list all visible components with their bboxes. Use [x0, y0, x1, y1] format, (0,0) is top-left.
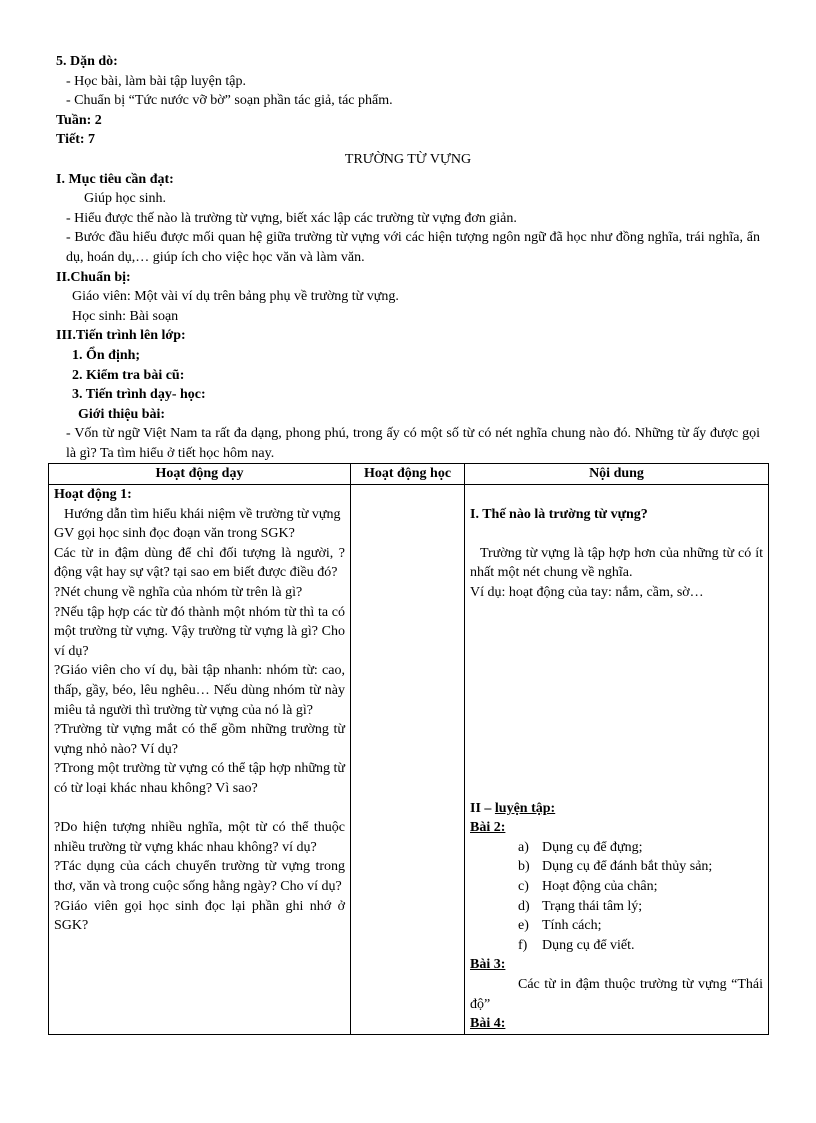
content-section1-heading: I. Thế nào là trường từ vựng? — [470, 506, 648, 522]
content-example: Ví dụ: hoạt động của tay: nắm, cầm, sờ… — [470, 585, 704, 601]
list-item: e) Tính cách; — [518, 918, 602, 934]
week-label: Tuần: 2 — [56, 112, 102, 128]
teaching-line: ?Giáo viên gọi học sinh đọc lại phần ghi nhớ ở SGK? — [54, 898, 345, 934]
bai3-heading: Bài 3: — [470, 957, 506, 973]
preparation-student: Học sinh: Bài soạn — [72, 308, 179, 324]
teaching-line: Hướng dẫn tìm hiểu khái niệm về trường từ vựng — [64, 506, 341, 522]
intro-heading: Giới thiệu bài: — [78, 406, 166, 422]
section5-item: - Chuẩn bị “Tức nước vỡ bờ” soạn phần tác giả, tác phẩm. — [66, 93, 393, 109]
activity-title: Hoạt động 1: — [54, 487, 132, 503]
bai4-heading: Bài 4: — [470, 1016, 506, 1032]
section5-title: 5. Dặn dò: — [56, 54, 118, 69]
learning-cell — [351, 485, 465, 1035]
lesson-title: TRƯỜNG TỪ VỰNG — [344, 151, 472, 167]
teaching-line: Các từ in đậm dùng để chỉ đối tượng là người, ?động vật hay sự vật? tại sao em biết được điều đó? — [54, 545, 345, 581]
preparation-heading: II.Chuẩn bị: — [56, 269, 131, 285]
objectives-heading: I. Mục tiêu cần đạt: — [56, 171, 174, 187]
teaching-line: ?Trường từ vựng mắt có thể gồm những trường từ vựng nhỏ nào? Ví dụ? — [54, 722, 345, 757]
list-item: f) Dụng cụ để viết. — [518, 937, 635, 953]
list-item: a) Dụng cụ để đựng; — [518, 839, 643, 855]
intro-text: - Vốn từ ngữ Việt Nam ta rất đa dạng, phong phú, trong ấy có một số từ có nét nghĩa chung nào đó. Những từ ấy được gọi là gì? Ta tìm hiểu ở tiết học hôm nay. — [66, 426, 760, 461]
document-page — [54, 52, 763, 1035]
lesson-table — [48, 463, 769, 1034]
teaching-line: ?Nét chung về nghĩa của nhóm từ trên là gì? — [54, 585, 303, 601]
procedure-step: 3. Tiến trình dạy- học: — [72, 387, 206, 403]
content-section2-heading: II – luyện tập: — [470, 800, 556, 816]
list-item: c) Hoạt động của chân; — [518, 879, 658, 894]
preparation-teacher: Giáo viên: Một vài ví dụ trên bảng phụ về trường từ vựng. — [72, 289, 399, 305]
header-teaching: Hoạt động dạy — [49, 464, 351, 485]
teaching-line: GV gọi học sinh đọc đoạn văn trong SGK? — [54, 526, 295, 542]
procedure-step: 2. Kiểm tra bài cũ: — [72, 367, 185, 383]
procedure-step: 1. Ổn định; — [72, 347, 141, 363]
section5-item: - Học bài, làm bài tập luyện tập. — [66, 73, 246, 89]
list-item: d) Trạng thái tâm lý; — [518, 898, 643, 914]
bai2-heading: Bài 2: — [470, 820, 506, 836]
header-learning: Hoạt động học — [351, 464, 465, 485]
content-cell — [465, 485, 769, 1035]
bai2-list — [470, 838, 763, 956]
objective-item: - Bước đầu hiểu được mối quan hệ giữa trường từ vựng với các hiện tượng ngôn ngữ đã học như đồng nghĩa, trái nghĩa, ẩn dụ, hoán dụ,… giúp ích cho việc học văn và làm văn. — [66, 230, 760, 265]
teaching-line: ?Do hiện tượng nhiều nghĩa, một từ có thể thuộc nhiều trường từ vựng khác nhau không? ví dụ? — [54, 820, 345, 855]
bai3-text: Các từ in đậm thuộc trường từ vựng “Thái độ” — [470, 976, 763, 1012]
procedure-heading: III.Tiến trình lên lớp: — [56, 328, 186, 344]
objective-item: - Hiểu được thế nào là trường từ vựng, biết xác lập các trường từ vựng đơn giản. — [66, 210, 517, 226]
teaching-cell — [49, 485, 351, 1035]
header-content: Nội dung — [465, 464, 769, 485]
list-item: b) Dụng cụ để đánh bắt thủy sản; — [518, 859, 713, 875]
objectives-intro: Giúp học sinh. — [84, 191, 167, 207]
teaching-gap — [54, 799, 345, 819]
teaching-line: ?Trong một trường từ vựng có thể tập hợp những từ có từ loại khác nhau không? Vì sao? — [54, 761, 345, 796]
teaching-line: ?Tác dụng của cách chuyển trường từ vựng trong thơ, văn và trong cuộc sống hằng ngày? Cho ví dụ? — [54, 859, 345, 894]
content-definition: Trường từ vựng là tập hợp hơn của những từ có ít nhất một nét chung về nghĩa. — [470, 545, 763, 581]
period-label: Tiết: 7 — [56, 132, 96, 148]
teaching-line: ?Giáo viên cho ví dụ, bài tập nhanh: nhóm từ: cao, thấp, gầy, béo, lêu nghêu… Nếu dùng nhóm từ này miêu tả người thì trường từ vựng của nó là gì? — [54, 663, 345, 718]
teaching-line: ?Nếu tập hợp các từ đó thành một nhóm từ thì ta có một trường từ vựng. Vậy trường từ vựng là gì? Cho ví dụ? — [54, 604, 345, 659]
